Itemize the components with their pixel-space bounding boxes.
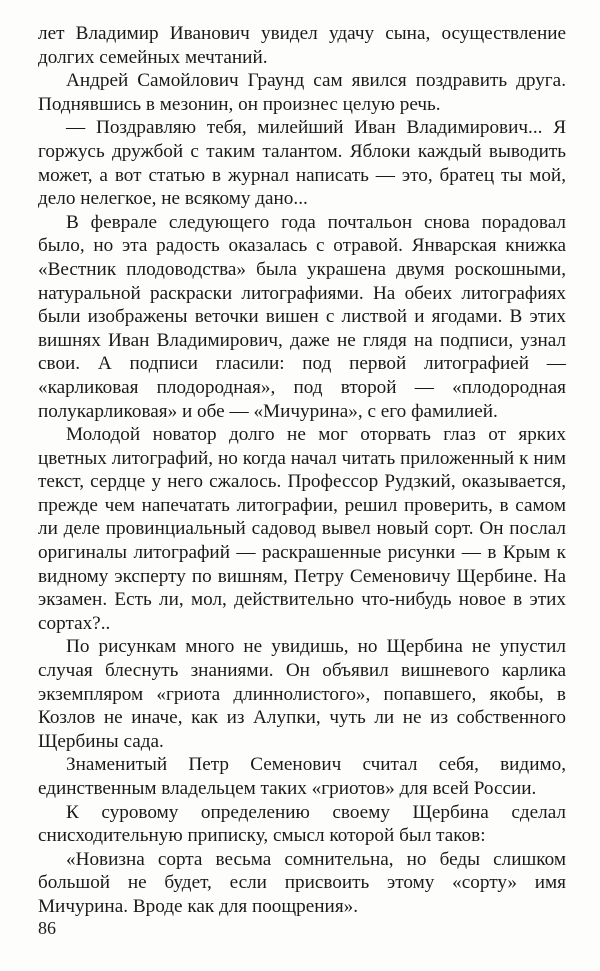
paragraph-vestnik-lithographs: В феврале следующего года почтальон снова порадовал было, но эта радость оказалась с отравой. Январская книжка «Вестник плодоводства» была украшена двумя роскошными, натуральной раскраски литографиями. На обеих литографиях были изображены веточки вишен с листвой и ягодами. В этих вишнях Иван Владимирович, даже не глядя на подписи, узнал свои. А подписи гласили: под первой литографией — «карликовая плодородная», под второй — «плодородная полукарликовая» и обе — «Мичурина», с его фамилией. [38,211,566,422]
paragraph-continuation: лет Владимир Иванович увидел удачу сына, осуществление долгих семейных мечтаний. [38,23,566,68]
paragraph-shcherbina-verdict: По рисункам много не увидишь, но Щербина не упустил случая блеснуть знаниями. Он объявил вишневого карлика экземпляром «гриота длиннолистого», попавшего, якобы, в Козлов не иначе, как из Алупки, чуть ли не из собственного Щербины сада. [38,636,566,752]
paragraph-rudzky-check: Молодой новатор долго не мог оторвать глаз от ярких цветных литографий, но когда начал читать приложенный к ним текст, сердце у него сжалось. Профессор Рудзкий, оказывается, прежде чем напечатать литографии, решил проверить, в самом ли деле провинциальный садовод вывел новый сорт. Он послал оригиналы литографий — раскрашенные рисунки — в Крым к видному эксперту по вишням, Петру Семеновичу Щербине. На экзамен. Есть ли, мол, действительно что-нибудь новое в этих сортах?.. [38,424,566,634]
paragraph-postscript-intro: К суровому определению своему Щербина сделал снисходительную приписку, смысл которой был таков: [38,801,566,847]
paragraph-graund-visit: Андрей Самойлович Граунд сам явился поздравить друга. Поднявшись в мезонин, он произнес целую речь. [38,70,566,115]
paragraph-postscript-quote: «Новизна сорта весьма сомнительна, но беды слишком большой не будет, если присвоить этому «сорту» имя Мичурина. Вроде как для поощрения». [38,848,566,917]
paragraph-griot-owner: Знаменитый Петр Семенович считал себя, видимо, единственным владельцем таких «гриотов» для всей России. [38,754,566,799]
book-page-text [38,22,566,919]
paragraph-congratulation-speech: — Поздравляю тебя, милейший Иван Владимирович... Я горжусь дружбой с таким талантом. Яблоки каждый выводить может, а вот статью в журнал написать — это, братец ты мой, дело нелегкое, не всякому дано... [38,117,566,210]
page-number: 86 [38,918,56,938]
